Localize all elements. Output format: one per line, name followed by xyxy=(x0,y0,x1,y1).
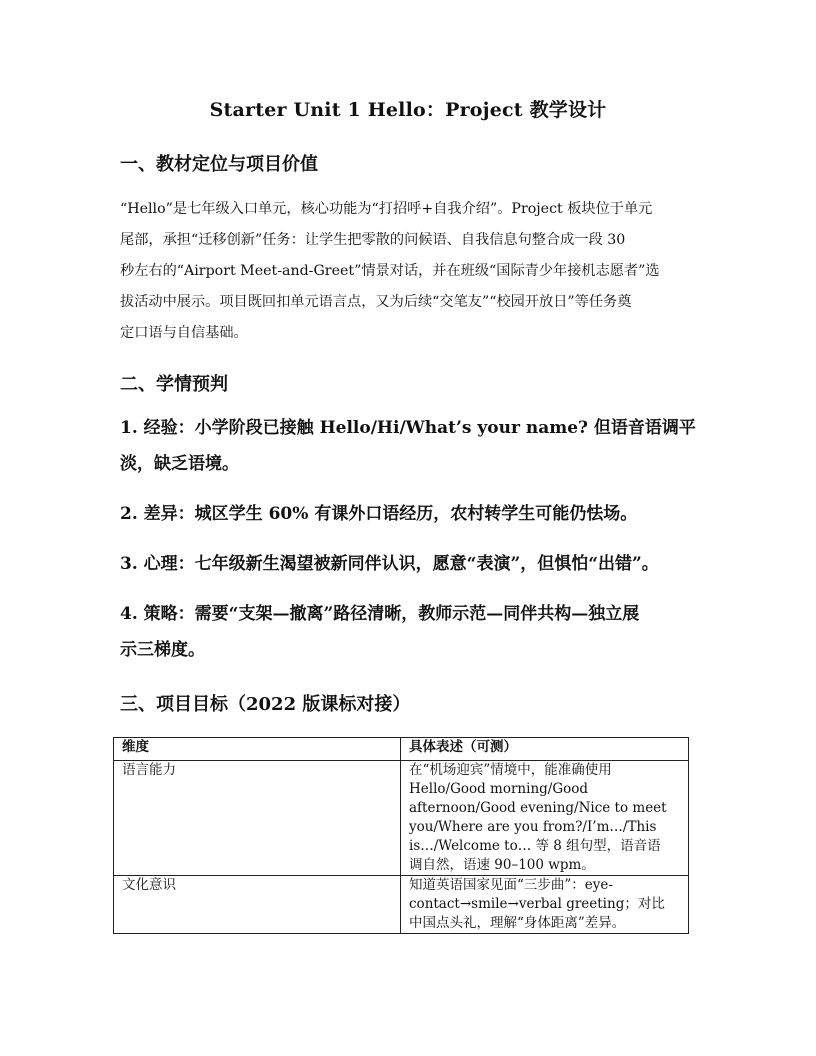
list-item-line: 4. 策略：需要“支架—撤离”路径清晰，教师示范—同伴共构—独立展 xyxy=(120,604,640,624)
table-cell-dimension: 文化意识 xyxy=(114,876,401,934)
list-item-line: 2. 差异：城区学生 60% 有课外口语经历，农村转学生可能仍怯场。 xyxy=(120,504,638,524)
cell-line: contact→smile→verbal greeting；对比 xyxy=(409,896,665,912)
list-item-line: 淡，缺乏语境。 xyxy=(120,454,239,474)
cell-line: is…/Welcome to… 等 8 组句型，语音语 xyxy=(409,838,661,854)
cell-line: 调自然，语速 90–100 wpm。 xyxy=(409,857,595,873)
list-item-line: 3. 心理：七年级新生渴望被新同伴认识，愿意“表演”，但惧怕“出错”。 xyxy=(120,554,659,574)
paragraph-line: 尾部，承担“迁移创新”任务：让学生把零散的问候语、自我信息句整合成一段 30 xyxy=(120,232,626,248)
table-cell-description xyxy=(401,876,689,934)
list-item-difference xyxy=(120,496,700,532)
list-item-experience xyxy=(120,410,700,482)
table-header-dimension: 维度 xyxy=(114,738,401,761)
paragraph-line: 拔活动中展示。项目既回扣单元语言点，又为后续“交笔友”“校园开放日”等任务奠 xyxy=(120,294,632,310)
cell-line: Hello/Good morning/Good xyxy=(409,781,589,797)
list-item-line: 1. 经验：小学阶段已接触 Hello/Hi/What’s your name? 但语音语调平 xyxy=(120,418,696,438)
list-item-strategy xyxy=(120,596,700,668)
paragraph-line: 定口语与自信基础。 xyxy=(120,325,248,341)
cell-line: you/Where are you from?/I’m…/This xyxy=(409,819,657,835)
goals-table xyxy=(113,737,689,934)
cell-line: 在“机场迎宾”情境中，能准确使用 xyxy=(409,762,612,778)
document-title: Starter Unit 1 Hello：Project 教学设计 xyxy=(209,99,607,121)
table-row xyxy=(114,876,689,934)
section-heading-1: 一、教材定位与项目价值 xyxy=(120,154,318,175)
paragraph-line: “Hello”是七年级入口单元，核心功能为“打招呼+自我介绍”。Project 板块位于单元 xyxy=(120,201,653,217)
table-header-description: 具体表述（可测） xyxy=(401,738,689,761)
section-heading-2: 二、学情预判 xyxy=(120,374,228,395)
section-1-paragraph xyxy=(120,194,692,349)
cell-line: 知道英语国家见面“三步曲”：eye- xyxy=(409,877,613,893)
table-cell-description xyxy=(401,761,689,876)
paragraph-line: 秒左右的“Airport Meet-and-Greet”情景对话，并在班级“国际青少年接机志愿者”选 xyxy=(120,263,660,279)
cell-line: 中国点头礼，理解“身体距离”差异。 xyxy=(409,915,626,931)
table-cell-dimension: 语言能力 xyxy=(114,761,401,876)
list-item-line: 示三梯度。 xyxy=(120,640,205,660)
table-header-row xyxy=(114,738,689,761)
table-row xyxy=(114,761,689,876)
section-heading-3: 三、项目目标（2022 版课标对接） xyxy=(120,694,411,715)
cell-line: afternoon/Good evening/Nice to meet xyxy=(409,800,667,816)
list-item-psychology xyxy=(120,546,700,582)
